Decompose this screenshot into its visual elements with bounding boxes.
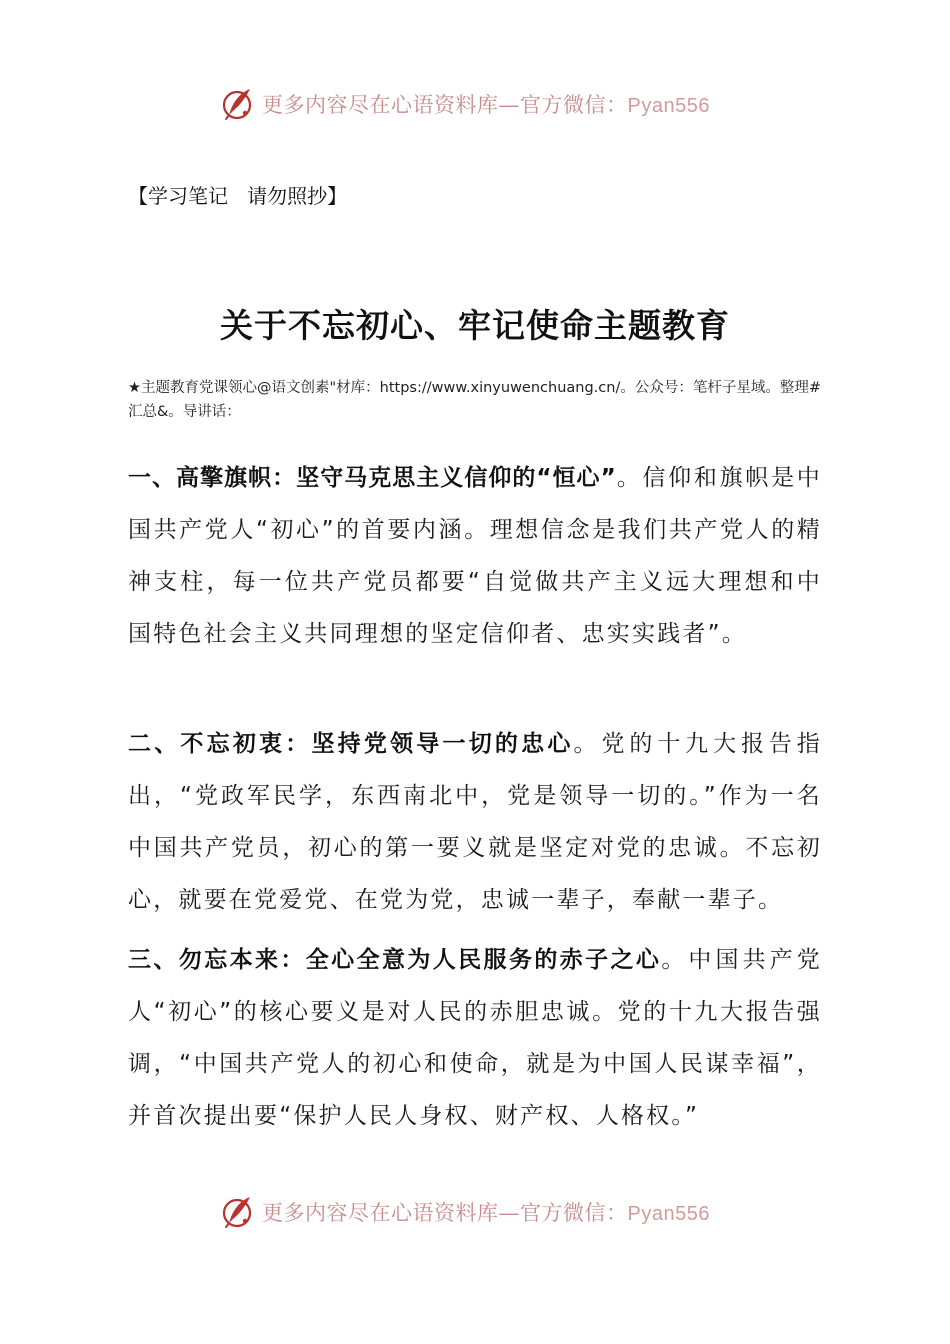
section-3-body: 。中国共产党人“初心”的核心要义是对人民的赤胆忠诚。党的十九大报告强调，“中国共产党人的初心和使命，就是为中国人民谋幸福”，并首次提出要“保护人民人身权、财产权、人格权。” bbox=[128, 947, 823, 1129]
quill-logo-icon bbox=[220, 86, 256, 122]
banner-text bbox=[262, 89, 710, 119]
banner-wechat-id-footer: Pyan556 bbox=[627, 1203, 710, 1225]
section-3 bbox=[128, 934, 822, 1142]
banner-wechat-id: Pyan556 bbox=[627, 95, 710, 117]
section-1-heading: 一、高擎旗帜：坚守马克思主义信仰的“恒心” bbox=[128, 465, 617, 491]
footer-banner bbox=[0, 1190, 950, 1234]
section-2-body: 。党的十九大报告指出，“党政军民学，东西南北中，党是领导一切的。”作为一名中国共产党员，初心的第一要义就是坚定对党的忠诚。不忘初心，就要在党爱党、在党为党，忠诚一辈子，奉献一辈子。 bbox=[128, 731, 822, 913]
banner-text-footer bbox=[262, 1197, 710, 1227]
study-note-label: 【学习笔记 请勿照抄】 bbox=[128, 184, 348, 208]
section-1-body: 。信仰和旗帜是中国共产党人“初心”的首要内涵。理想信念是我们共产党人的精神支柱，每一位共产党员都要“自觉做共产主义远大理想和中国特色社会主义共同理想的坚定信仰者、忠实实践者”。 bbox=[128, 465, 822, 647]
banner-content-footer bbox=[220, 1194, 710, 1230]
header-banner bbox=[0, 82, 950, 126]
banner-label: 更多内容尽在心语资料库—官方微信： bbox=[262, 93, 628, 117]
banner-content bbox=[220, 86, 710, 122]
source-line: ★主题教育党课领心@语文创素"材库：https://www.xinyuwenchuang.cn/。公众号：笔杆子星域。整理#汇总&。导讲话： bbox=[128, 380, 821, 420]
section-2-heading: 二、不忘初衷：坚持党领导一切的忠心 bbox=[128, 731, 574, 757]
section-2 bbox=[128, 718, 822, 926]
quill-logo-icon bbox=[220, 1194, 256, 1230]
section-3-heading: 三、勿忘本来：全心全意为人民服务的赤子之心 bbox=[128, 947, 662, 973]
banner-label-footer: 更多内容尽在心语资料库—官方微信： bbox=[262, 1201, 628, 1225]
section-1 bbox=[128, 452, 822, 660]
document-title: 关于不忘初心、牢记使命主题教育 bbox=[220, 306, 730, 345]
